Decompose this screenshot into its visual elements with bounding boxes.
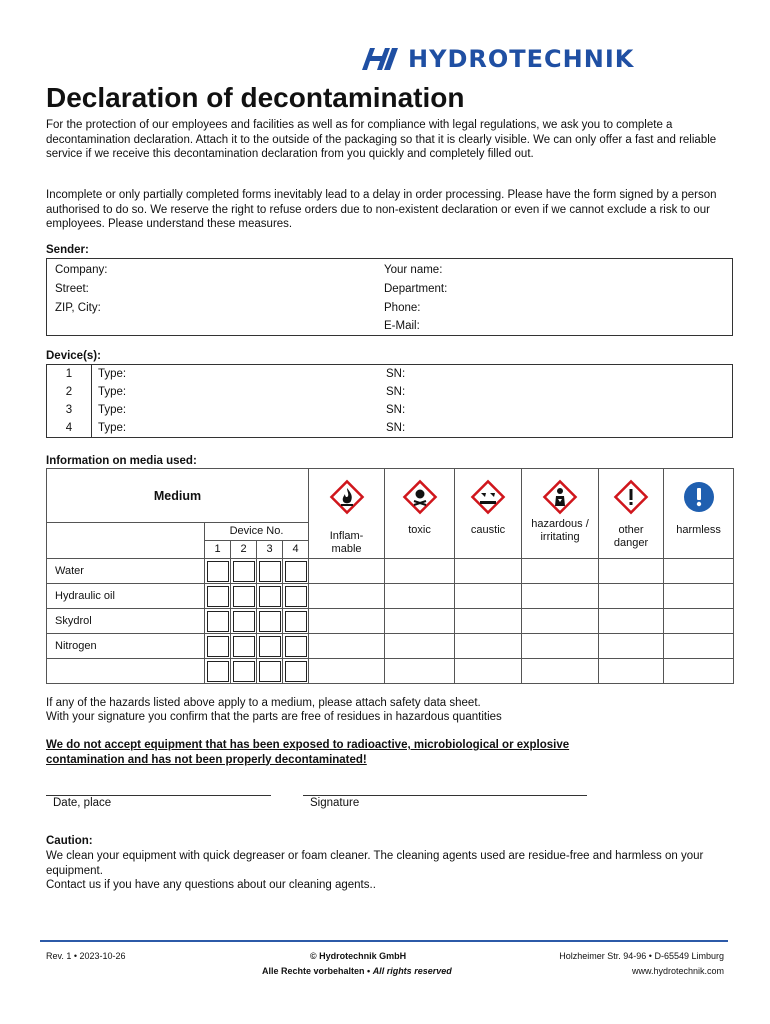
footer-divider xyxy=(40,940,728,942)
info-icon xyxy=(681,479,717,515)
device-checkbox[interactable] xyxy=(285,611,307,632)
hazard-cell[interactable] xyxy=(522,659,599,684)
company-field-label: Company: xyxy=(55,264,108,276)
hazard-cell[interactable] xyxy=(522,559,599,584)
hazard-cell[interactable] xyxy=(455,609,522,634)
sender-label: Sender: xyxy=(46,244,89,256)
hazard-cell[interactable] xyxy=(599,659,664,684)
device-checkbox[interactable] xyxy=(259,586,281,607)
device-checkbox[interactable] xyxy=(233,561,255,582)
department-field-label: Department: xyxy=(384,283,448,295)
hazard-cell[interactable] xyxy=(522,609,599,634)
media-row xyxy=(47,584,734,609)
device-col-1: 1 xyxy=(205,541,231,558)
device-number: 1 xyxy=(47,365,92,384)
hazard-cell[interactable] xyxy=(455,584,522,609)
device-type-label: Type: xyxy=(92,383,381,401)
exclamation-icon xyxy=(613,479,649,515)
caution-contact: Contact us if you have any questions about our cleaning agents.. xyxy=(46,879,376,891)
device-row[interactable] xyxy=(47,365,733,384)
signature-line[interactable] xyxy=(303,795,587,796)
email-field-label: E-Mail: xyxy=(384,320,420,332)
hazard-cell[interactable] xyxy=(599,559,664,584)
hazard-cell[interactable] xyxy=(599,609,664,634)
radioactive-warning: We do not accept equipment that has been exposed to radioactive, microbiological or explosive contamination and has not been properly decontaminated! xyxy=(46,739,570,766)
medium-name: Skydrol xyxy=(47,609,205,634)
media-row xyxy=(47,659,734,684)
device-number: 2 xyxy=(47,383,92,401)
hazard-cell[interactable] xyxy=(455,634,522,659)
hazard-cell[interactable] xyxy=(385,559,455,584)
intro-paragraph: For the protection of our employees and facilities as well as for compliance with legal regulations, we ask you to complete a decontamination declaration. Attach it to the outside of the packaging so that it is clearly visible. We can only offer a fast and reliable service if we receive this decontamination declaration from you quickly and completely filled out. xyxy=(46,119,717,160)
hazard-cell[interactable] xyxy=(385,659,455,684)
device-checkbox[interactable] xyxy=(285,661,307,682)
medium-name-blank[interactable] xyxy=(47,659,205,684)
caution-text: We clean your equipment with quick degreaser or foam cleaner. The cleaning agents used are residue-free and harmless on your equipment. xyxy=(46,850,704,877)
zip-city-field-label: ZIP, City: xyxy=(55,302,101,314)
logo-text: HYDROTECHNIK xyxy=(408,45,635,73)
device-checkbox[interactable] xyxy=(207,611,229,632)
hazard-cell[interactable] xyxy=(664,609,734,634)
hazard-label-caustic: caustic xyxy=(470,524,506,536)
hazard-cell[interactable] xyxy=(599,584,664,609)
health-hazard-icon xyxy=(542,479,578,515)
signature-label: Signature xyxy=(310,797,360,809)
device-checkbox[interactable] xyxy=(259,561,281,582)
device-sn-label: SN: xyxy=(380,401,733,419)
footer-rights-en: All rights reserved xyxy=(372,966,452,976)
hazard-cell[interactable] xyxy=(522,634,599,659)
hazard-label-other: other danger xyxy=(613,524,649,549)
hazard-cell[interactable] xyxy=(455,659,522,684)
hazard-cell[interactable] xyxy=(309,634,385,659)
hazard-label-irritating: hazardous / irritating xyxy=(531,518,589,543)
device-checkbox[interactable] xyxy=(233,611,255,632)
device-row[interactable] xyxy=(47,419,733,438)
safety-note: If any of the hazards listed above apply to a medium, please attach safety data sheet. xyxy=(46,697,481,709)
device-checkbox[interactable] xyxy=(285,586,307,607)
device-checkbox[interactable] xyxy=(207,586,229,607)
footer-rights xyxy=(262,966,452,976)
sender-box[interactable] xyxy=(46,258,733,336)
device-row[interactable] xyxy=(47,401,733,419)
device-checkbox[interactable] xyxy=(207,561,229,582)
hazard-cell[interactable] xyxy=(385,634,455,659)
device-type-label: Type: xyxy=(92,365,381,384)
footer-address: Holzheimer Str. 94-96 • D-65549 Limburg xyxy=(559,951,724,961)
medium-name: Nitrogen xyxy=(47,634,205,659)
intro-paragraph-2: Incomplete or only partially completed forms inevitably lead to a delay in order processing. Please have the form signed by a person authorised to do so. We reserve the right to refuse orders due to non-existent declaration or even if we cannot exclude a risk to our employees. Please understand these measures. xyxy=(46,189,717,230)
hazard-cell[interactable] xyxy=(522,584,599,609)
footer-rights-de: Alle Rechte vorbehalten • xyxy=(262,966,373,976)
footer-revision: Rev. 1 • 2023-10-26 xyxy=(46,951,126,961)
date-place-label: Date, place xyxy=(53,797,112,809)
device-checkbox[interactable] xyxy=(233,661,255,682)
device-checkbox[interactable] xyxy=(259,661,281,682)
device-number: 3 xyxy=(47,401,92,419)
hazard-cell[interactable] xyxy=(664,659,734,684)
device-type-label: Type: xyxy=(92,401,381,419)
street-field-label: Street: xyxy=(55,283,89,295)
hazard-label-flammable: Inflam- mable xyxy=(329,530,364,555)
device-col-2: 2 xyxy=(231,541,257,558)
media-row xyxy=(47,559,734,584)
medium-name: Hydraulic oil xyxy=(47,584,205,609)
phone-field-label: Phone: xyxy=(384,302,421,314)
company-logo xyxy=(360,44,634,74)
hazard-cell[interactable] xyxy=(599,634,664,659)
medium-name: Water xyxy=(47,559,205,584)
device-type-label: Type: xyxy=(92,419,381,438)
flammable-icon xyxy=(329,479,365,515)
media-label: Information on media used: xyxy=(46,455,197,467)
device-sn-label: SN: xyxy=(380,419,733,438)
devices-table xyxy=(46,364,733,438)
device-sn-label: SN: xyxy=(380,365,733,384)
device-checkbox[interactable] xyxy=(285,636,307,657)
device-sn-label: SN: xyxy=(380,383,733,401)
page-title: Declaration of decontamination xyxy=(46,82,465,113)
media-table xyxy=(46,468,734,684)
corrosive-icon xyxy=(470,479,506,515)
device-col-4: 4 xyxy=(292,543,299,555)
hazard-cell[interactable] xyxy=(385,609,455,634)
hydrotechnik-logo-icon xyxy=(360,46,400,72)
device-checkbox[interactable] xyxy=(207,636,229,657)
device-checkbox[interactable] xyxy=(285,561,307,582)
hazard-cell[interactable] xyxy=(664,634,734,659)
media-row xyxy=(47,609,734,634)
device-row[interactable] xyxy=(47,383,733,401)
toxic-skull-icon xyxy=(402,479,438,515)
device-checkbox[interactable] xyxy=(259,636,281,657)
date-place-line[interactable] xyxy=(46,795,271,796)
hazard-cell[interactable] xyxy=(309,609,385,634)
footer-website[interactable]: www.hydrotechnik.com xyxy=(631,966,724,976)
device-checkbox[interactable] xyxy=(233,636,255,657)
hazard-cell[interactable] xyxy=(455,559,522,584)
media-row xyxy=(47,634,734,659)
caution-label: Caution: xyxy=(46,835,93,847)
hazard-label-harmless: harmless xyxy=(676,524,721,536)
device-no-header: Device No. xyxy=(205,523,308,541)
signature-note: With your signature you confirm that the parts are free of residues in hazardous quantities xyxy=(46,711,502,723)
hazard-cell[interactable] xyxy=(385,584,455,609)
footer-copyright: © Hydrotechnik GmbH xyxy=(310,951,407,961)
devices-label: Device(s): xyxy=(46,350,101,362)
device-checkbox[interactable] xyxy=(233,586,255,607)
your-name-field-label: Your name: xyxy=(384,264,443,276)
hazard-cell[interactable] xyxy=(309,659,385,684)
medium-header: Medium xyxy=(47,469,309,523)
hazard-cell[interactable] xyxy=(664,584,734,609)
device-checkbox[interactable] xyxy=(259,611,281,632)
hazard-label-toxic: toxic xyxy=(408,524,431,536)
hazard-cell[interactable] xyxy=(309,584,385,609)
device-checkbox[interactable] xyxy=(207,661,229,682)
hazard-cell[interactable] xyxy=(309,559,385,584)
device-col-3: 3 xyxy=(257,541,283,558)
hazard-cell[interactable] xyxy=(664,559,734,584)
device-number: 4 xyxy=(47,419,92,438)
